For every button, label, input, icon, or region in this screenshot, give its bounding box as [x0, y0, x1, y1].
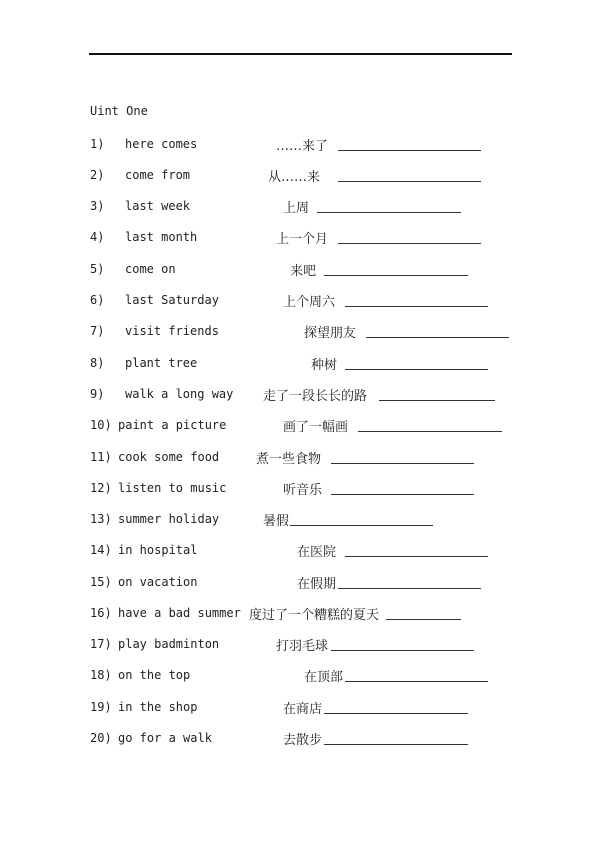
chinese-meaning: 在顶部: [304, 670, 344, 685]
answer-blank[interactable]: [345, 681, 488, 682]
item-number: 6): [90, 293, 105, 307]
chinese-meaning: 在医院: [297, 545, 337, 560]
chinese-meaning: 走了一段长长的路: [263, 389, 368, 404]
english-phrase: have a bad summer: [118, 606, 241, 620]
item-number: 17): [90, 637, 112, 651]
chinese-meaning: 听音乐: [283, 483, 323, 498]
chinese-meaning: 度过了一个糟糕的夏天: [249, 608, 380, 623]
english-phrase: last month: [125, 230, 198, 244]
item-number: 9): [90, 387, 105, 401]
list-item: [0, 543, 600, 563]
english-phrase: play badminton: [118, 637, 220, 651]
item-number: 19): [90, 700, 112, 714]
item-number: 5): [90, 262, 105, 276]
english-phrase: in hospital: [118, 543, 198, 557]
chinese-meaning: 从……来: [268, 170, 321, 185]
item-number: 3): [90, 199, 105, 213]
list-item: [0, 418, 600, 438]
answer-blank[interactable]: [366, 337, 509, 338]
item-number: 11): [90, 450, 112, 464]
item-number: 12): [90, 481, 112, 495]
list-item: [0, 168, 600, 188]
answer-blank[interactable]: [338, 150, 481, 151]
unit-title: Uint One: [90, 104, 148, 118]
item-number: 10): [90, 418, 112, 432]
answer-blank[interactable]: [338, 243, 481, 244]
list-item: [0, 637, 600, 657]
answer-blank[interactable]: [345, 369, 488, 370]
chinese-meaning: 在假期: [297, 577, 337, 592]
list-item: [0, 262, 600, 282]
answer-blank[interactable]: [324, 275, 468, 276]
list-item: [0, 606, 600, 626]
answer-blank[interactable]: [331, 494, 474, 495]
list-item: [0, 324, 600, 344]
answer-blank[interactable]: [345, 306, 488, 307]
list-item: [0, 731, 600, 751]
item-number: 16): [90, 606, 112, 620]
english-phrase: paint a picture: [118, 418, 227, 432]
chinese-meaning: 去散步: [283, 733, 323, 748]
top-rule: [89, 53, 512, 55]
chinese-meaning: 暑假: [263, 514, 290, 529]
item-number: 20): [90, 731, 112, 745]
item-number: 15): [90, 575, 112, 589]
chinese-meaning: 探望朋友: [304, 326, 357, 341]
english-phrase: walk a long way: [125, 387, 234, 401]
chinese-meaning: 煮一些食物: [256, 452, 322, 467]
list-item: [0, 668, 600, 688]
chinese-meaning: 种树: [311, 358, 338, 373]
answer-blank[interactable]: [379, 400, 495, 401]
answer-blank[interactable]: [345, 556, 488, 557]
answer-blank[interactable]: [338, 588, 481, 589]
list-item: [0, 512, 600, 532]
list-item: [0, 356, 600, 376]
chinese-meaning: ……来了: [276, 139, 329, 154]
english-phrase: plant tree: [125, 356, 198, 370]
chinese-meaning: 上个周六: [283, 295, 336, 310]
list-item: [0, 575, 600, 595]
chinese-meaning: 来吧: [290, 264, 317, 279]
item-number: 18): [90, 668, 112, 682]
list-item: [0, 700, 600, 720]
chinese-meaning: 在商店: [283, 702, 323, 717]
item-number: 7): [90, 324, 105, 338]
english-phrase: cook some food: [118, 450, 220, 464]
answer-blank[interactable]: [331, 650, 474, 651]
list-item: [0, 450, 600, 470]
item-number: 4): [90, 230, 105, 244]
english-phrase: summer holiday: [118, 512, 220, 526]
english-phrase: in the shop: [118, 700, 198, 714]
answer-blank[interactable]: [386, 619, 461, 620]
item-number: 8): [90, 356, 105, 370]
chinese-meaning: 画了一幅画: [283, 420, 349, 435]
list-item: [0, 199, 600, 219]
list-item: [0, 387, 600, 407]
list-item: [0, 137, 600, 157]
answer-blank[interactable]: [290, 525, 433, 526]
answer-blank[interactable]: [324, 744, 468, 745]
answer-blank[interactable]: [358, 431, 502, 432]
list-item: [0, 293, 600, 313]
english-phrase: last Saturday: [125, 293, 219, 307]
item-number: 1): [90, 137, 105, 151]
answer-blank[interactable]: [324, 713, 468, 714]
english-phrase: visit friends: [125, 324, 219, 338]
item-number: 13): [90, 512, 112, 526]
item-number: 2): [90, 168, 105, 182]
english-phrase: come from: [125, 168, 191, 182]
english-phrase: listen to music: [118, 481, 227, 495]
answer-blank[interactable]: [317, 212, 461, 213]
chinese-meaning: 上一个月: [276, 232, 329, 247]
english-phrase: go for a walk: [118, 731, 212, 745]
english-phrase: last week: [125, 199, 191, 213]
list-item: [0, 230, 600, 250]
english-phrase: here comes: [125, 137, 198, 151]
chinese-meaning: 上周: [283, 201, 310, 216]
answer-blank[interactable]: [331, 463, 474, 464]
english-phrase: come on: [125, 262, 176, 276]
list-item: [0, 481, 600, 501]
chinese-meaning: 打羽毛球: [276, 639, 329, 654]
item-number: 14): [90, 543, 112, 557]
english-phrase: on vacation: [118, 575, 198, 589]
english-phrase: on the top: [118, 668, 191, 682]
answer-blank[interactable]: [338, 181, 481, 182]
